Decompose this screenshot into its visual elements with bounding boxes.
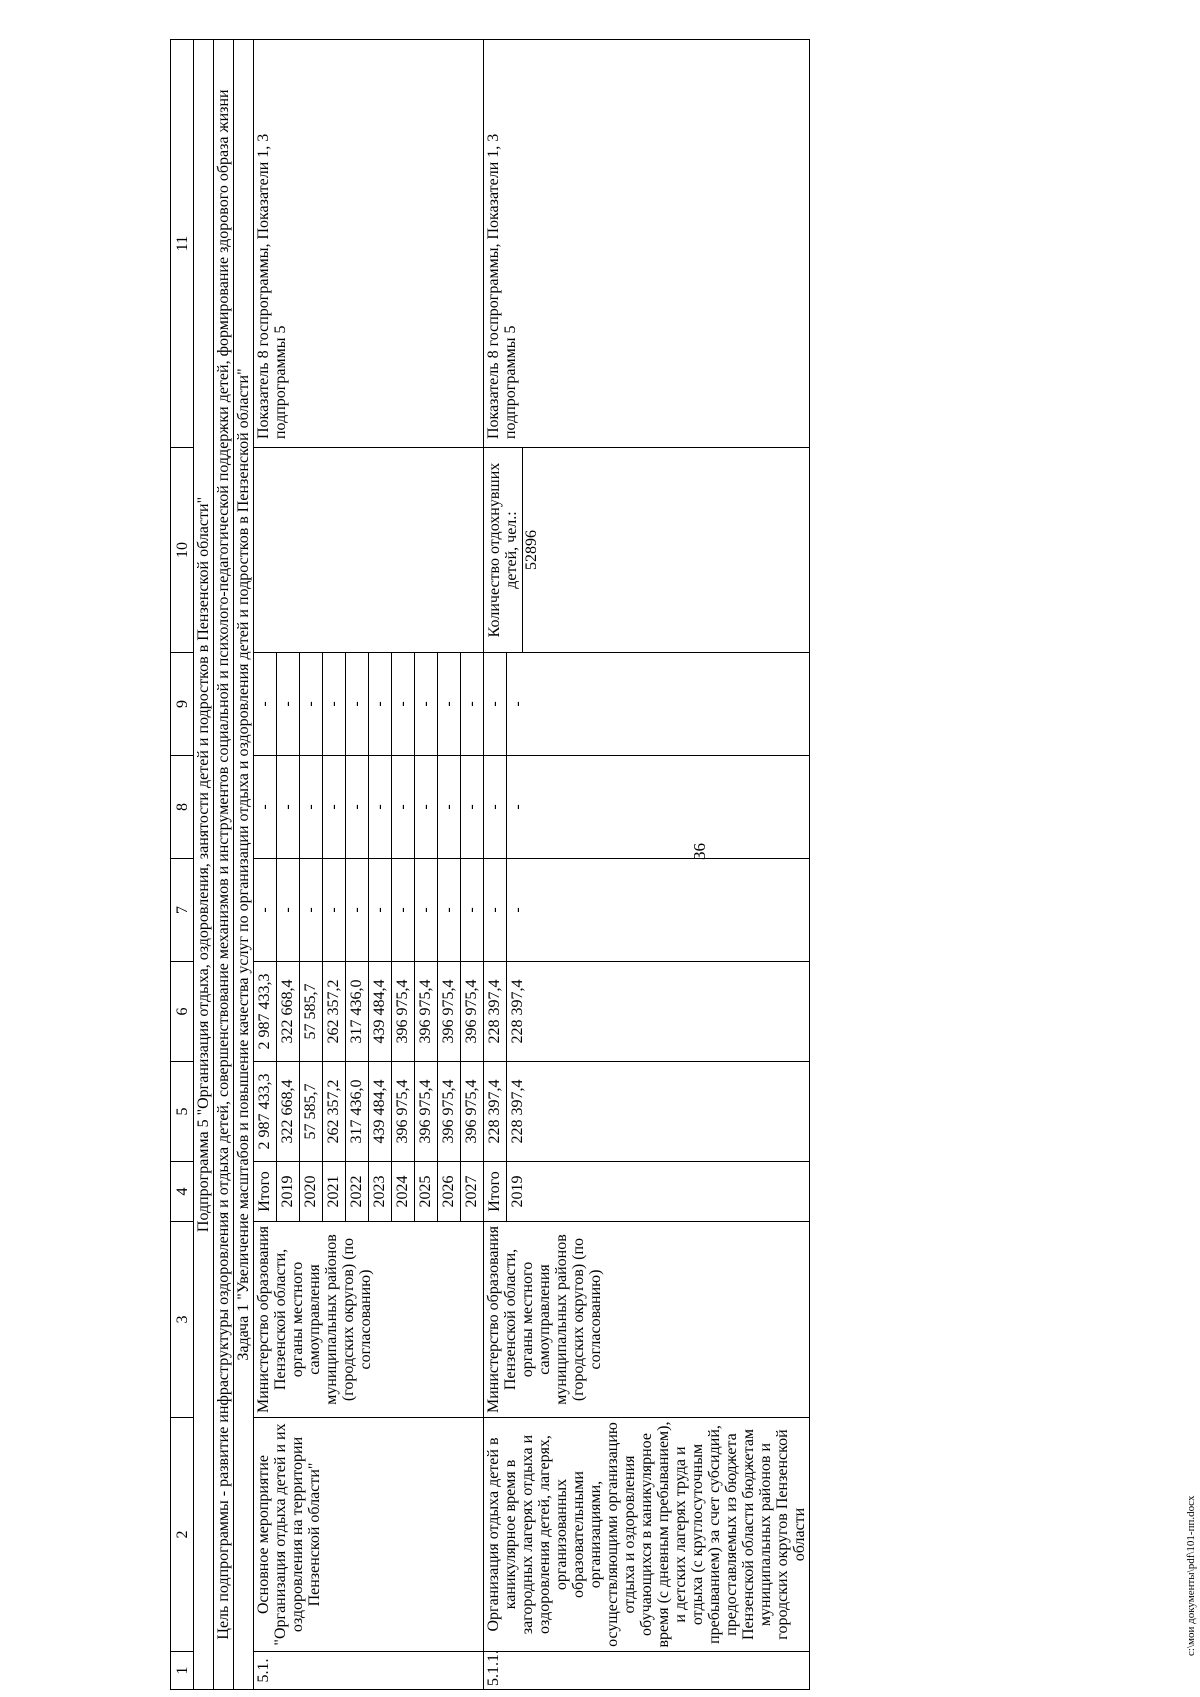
sub-row bbox=[461, 962, 484, 1061]
indicator-cell bbox=[254, 448, 484, 653]
year-list-cell: 2019 bbox=[509, 1175, 526, 1208]
col-header: 7 bbox=[171, 859, 194, 962]
col-header: 2 bbox=[171, 1418, 194, 1652]
sub-row bbox=[484, 1162, 507, 1221]
sub-row bbox=[277, 962, 300, 1061]
sub-row bbox=[461, 1162, 484, 1221]
sub-row bbox=[507, 962, 530, 1061]
regional-funding-list-cell: 228 397,4 bbox=[484, 962, 507, 1061]
measure-name: Основное мероприятие "Организация отдыха детей и их оздоровления на территории Пензенской области" bbox=[254, 1418, 484, 1652]
total-funding-list-cell: 262 357,2 bbox=[323, 1062, 346, 1161]
total-funding-list-cell: 317 436,0 bbox=[346, 1062, 369, 1161]
col9-list-cell bbox=[484, 653, 810, 756]
col7-list-cell: - bbox=[509, 907, 526, 913]
year-list-cell: Итого bbox=[254, 1162, 277, 1221]
total-funding-list-cell: 322 668,4 bbox=[277, 1062, 300, 1161]
col8-list-cell: - bbox=[300, 756, 323, 858]
sub-row bbox=[461, 1062, 484, 1161]
sub-row bbox=[254, 859, 277, 961]
indicator-name: Количество отдохнувших детей, чел.: bbox=[484, 448, 523, 652]
sub-row bbox=[300, 653, 323, 755]
total-funding-list-cell: 396 975,4 bbox=[392, 1062, 415, 1161]
file-path-footer: c:\мои документы\pdf\101-пп.docx bbox=[1185, 1495, 1197, 1656]
indicator-cell bbox=[484, 448, 810, 653]
col7-list-cell: - bbox=[438, 859, 461, 961]
col7-list-cell: - bbox=[463, 907, 480, 913]
col9-list-cell: - bbox=[369, 653, 392, 755]
col-header: 8 bbox=[171, 756, 194, 859]
sub-row bbox=[323, 1162, 346, 1221]
regional-funding-list-cell: 396 975,4 bbox=[415, 962, 438, 1061]
sub-row bbox=[415, 859, 438, 961]
measure-number: 5.1.1. bbox=[484, 1652, 810, 1690]
sub-row bbox=[507, 859, 530, 961]
year-list-cell: 2019 bbox=[277, 1162, 300, 1221]
sub-row bbox=[369, 962, 392, 1061]
year-list-cell: 2025 bbox=[415, 1162, 438, 1221]
sub-row bbox=[438, 756, 461, 858]
sub-row bbox=[323, 962, 346, 1061]
sub-row bbox=[438, 1162, 461, 1221]
col8-list bbox=[254, 756, 483, 858]
col7-list-cell bbox=[484, 859, 810, 962]
year-list-cell: 2023 bbox=[369, 1162, 392, 1221]
col9-list-cell: - bbox=[438, 653, 461, 755]
col9-list bbox=[484, 653, 529, 755]
sub-row bbox=[392, 1062, 415, 1161]
sub-row bbox=[484, 756, 507, 858]
task-row bbox=[234, 40, 254, 1690]
goal-row bbox=[214, 40, 234, 1690]
col7-list-cell: - bbox=[300, 859, 323, 961]
year-list-cell: 2027 bbox=[463, 1175, 480, 1208]
col9-list-cell: - bbox=[509, 701, 526, 707]
sub-row bbox=[392, 756, 415, 858]
col-header: 10 bbox=[171, 448, 194, 653]
sub-row bbox=[254, 962, 277, 1061]
total-funding-list-cell: 439 484,4 bbox=[369, 1062, 392, 1161]
sub-row bbox=[254, 756, 277, 858]
year-list-cell bbox=[254, 1162, 484, 1222]
col7-list-cell: - bbox=[484, 859, 507, 961]
col9-list-cell: - bbox=[392, 653, 415, 755]
col9-list bbox=[254, 653, 483, 755]
subprogram-row bbox=[194, 40, 214, 1690]
col8-list-cell bbox=[254, 756, 484, 859]
col7-list bbox=[484, 859, 529, 961]
col8-list-cell: - bbox=[392, 756, 415, 858]
measure-rows bbox=[254, 40, 810, 1690]
sub-row bbox=[254, 1062, 277, 1161]
col-header: 5 bbox=[171, 1062, 194, 1162]
sub-row bbox=[415, 1062, 438, 1161]
sub-row bbox=[415, 653, 438, 755]
col8-list bbox=[484, 756, 529, 858]
total-funding-list-cell bbox=[484, 1062, 810, 1162]
regional-funding-list-cell: 228 397,4 bbox=[509, 979, 526, 1044]
col9-list-cell: - bbox=[277, 653, 300, 755]
sub-row bbox=[346, 1162, 369, 1221]
col-header: 4 bbox=[171, 1162, 194, 1222]
sub-row bbox=[392, 962, 415, 1061]
sub-row bbox=[392, 653, 415, 755]
col7-list-cell: - bbox=[369, 859, 392, 961]
col7-list-cell bbox=[254, 859, 484, 962]
rotated-table-container bbox=[170, 40, 1125, 1690]
year-list bbox=[254, 1162, 483, 1221]
col7-list-cell: - bbox=[323, 859, 346, 961]
col9-list-cell bbox=[254, 653, 484, 756]
sub-row bbox=[415, 1162, 438, 1221]
sub-row bbox=[346, 653, 369, 755]
sub-row bbox=[461, 859, 484, 961]
regional-funding-list bbox=[254, 962, 483, 1061]
col8-list-cell: - bbox=[509, 804, 526, 810]
year-list bbox=[484, 1162, 529, 1221]
total-funding-list-cell: 396 975,4 bbox=[415, 1062, 438, 1161]
col9-list-cell: - bbox=[300, 653, 323, 755]
sub-row bbox=[438, 962, 461, 1061]
sub-row bbox=[369, 1062, 392, 1161]
sub-row bbox=[415, 962, 438, 1061]
sub-row bbox=[323, 756, 346, 858]
measure-number: 5.1. bbox=[254, 1652, 484, 1690]
year-list-cell: 2026 bbox=[438, 1162, 461, 1221]
sub-row bbox=[346, 859, 369, 961]
year-list-cell: 2024 bbox=[392, 1162, 415, 1221]
sub-row bbox=[300, 859, 323, 961]
col8-list-cell: - bbox=[323, 756, 346, 858]
col7-list-cell: - bbox=[254, 859, 277, 961]
sub-row bbox=[277, 1062, 300, 1161]
total-funding-list bbox=[254, 1062, 483, 1161]
sub-row bbox=[277, 756, 300, 858]
sub-row bbox=[323, 1062, 346, 1161]
col8-list-cell: - bbox=[254, 756, 277, 858]
regional-funding-list bbox=[484, 962, 529, 1061]
page-number: 36 bbox=[690, 843, 709, 860]
sub-row bbox=[300, 756, 323, 858]
col9-list-cell: - bbox=[484, 653, 507, 755]
task-title: Задача 1 "Увеличение масштабов и повышение качества услуг по организации отдыха и оздоровления детей и подростков в Пензенской области" bbox=[234, 40, 254, 1690]
col7-list-cell: - bbox=[415, 859, 438, 961]
sub-row bbox=[461, 653, 484, 755]
sub-row bbox=[369, 859, 392, 961]
col9-list-cell: - bbox=[323, 653, 346, 755]
sub-row bbox=[484, 859, 507, 961]
col9-list-cell: - bbox=[254, 653, 277, 755]
sub-row bbox=[507, 653, 530, 755]
table-row bbox=[254, 40, 484, 1690]
total-funding-list-cell bbox=[254, 1062, 484, 1162]
col7-list bbox=[254, 859, 483, 961]
measure-name: Организация отдыха детей в каникулярное время в загородных лагерях отдыха и оздоровления детей, лагерях, организованных образовательными организациями, осуществляющими организацию отдыха и оздоровления обучающихся в каникулярное время (с дневным пребыванием), и детских лагерях труда и отдыха (с круглосуточным пребыванием) за счет субсидий, предоставляемых из бюджета Пензенской области бюджетам муниципальных районов и городских округов Пензенской области bbox=[484, 1418, 810, 1652]
sub-row bbox=[277, 859, 300, 961]
col-header: 9 bbox=[171, 653, 194, 756]
indicator-link: Показатель 8 госпрограммы, Показатели 1, 3 подпрограммы 5 bbox=[484, 40, 810, 448]
subprogram-goal: Цель подпрограммы - развитие инфраструктуры оздоровления и отдыха детей, совершенствование механизмов и инструментов социальной и психолого-педагогической поддержки детей, формирование здорового образа жизни bbox=[214, 40, 234, 1690]
regional-funding-list-cell: 396 975,4 bbox=[438, 962, 461, 1061]
col8-list-cell: - bbox=[438, 756, 461, 858]
col9-list-cell: - bbox=[415, 653, 438, 755]
sub-row bbox=[438, 653, 461, 755]
col8-list-cell: - bbox=[484, 756, 507, 858]
col8-list-cell: - bbox=[415, 756, 438, 858]
sub-row bbox=[323, 859, 346, 961]
regional-funding-list-cell: 2 987 433,3 bbox=[254, 962, 277, 1061]
sub-row bbox=[484, 1062, 507, 1161]
sub-row bbox=[369, 756, 392, 858]
sub-row bbox=[438, 1062, 461, 1161]
total-funding-list-cell: 396 975,4 bbox=[463, 1079, 480, 1144]
col8-list-cell: - bbox=[369, 756, 392, 858]
sub-row bbox=[346, 962, 369, 1061]
regional-funding-list-cell: 396 975,4 bbox=[392, 962, 415, 1061]
sub-row bbox=[507, 1062, 530, 1161]
regional-funding-list-cell bbox=[254, 962, 484, 1062]
total-funding-list-cell: 228 397,4 bbox=[484, 1062, 507, 1161]
measure-executor: Министерство образования Пензенской области, органы местного самоуправления муниципальных районов (городских округов) (по согласованию) bbox=[484, 1222, 810, 1418]
total-funding-list-cell: 57 585,7 bbox=[300, 1062, 323, 1161]
sub-row bbox=[392, 1162, 415, 1221]
program-table bbox=[170, 39, 810, 1690]
total-funding-list-cell: 2 987 433,3 bbox=[254, 1062, 277, 1161]
col9-list-cell: - bbox=[346, 653, 369, 755]
sub-row bbox=[461, 756, 484, 858]
total-funding-list-cell: 396 975,4 bbox=[438, 1062, 461, 1161]
col7-list-cell: - bbox=[346, 859, 369, 961]
sub-row bbox=[277, 653, 300, 755]
regional-funding-list-cell: 262 357,2 bbox=[323, 962, 346, 1061]
sub-row bbox=[346, 1062, 369, 1161]
sub-row bbox=[300, 1062, 323, 1161]
col9-list-cell: - bbox=[463, 701, 480, 707]
subprogram-title: Подпрограмма 5 "Организация отдыха, оздоровления, занятости детей и подростков в Пензенской области" bbox=[194, 40, 214, 1690]
sub-row bbox=[484, 962, 507, 1061]
regional-funding-list-cell: 322 668,4 bbox=[277, 962, 300, 1061]
col-header: 6 bbox=[171, 962, 194, 1062]
sub-row bbox=[484, 653, 507, 755]
regional-funding-list-cell: 439 484,4 bbox=[369, 962, 392, 1061]
sub-row bbox=[300, 962, 323, 1061]
sub-row bbox=[369, 653, 392, 755]
col-header: 1 bbox=[171, 1652, 194, 1690]
sub-row bbox=[277, 1162, 300, 1221]
indicator-link: Показатель 8 госпрограммы, Показатели 1, 3 подпрограммы 5 bbox=[254, 40, 484, 448]
total-funding-list-cell: 228 397,4 bbox=[509, 1079, 526, 1144]
total-funding-list bbox=[484, 1062, 529, 1161]
column-number-row bbox=[171, 40, 194, 1690]
col8-list-cell: - bbox=[463, 804, 480, 810]
col-header: 3 bbox=[171, 1222, 194, 1418]
col7-list-cell: - bbox=[277, 859, 300, 961]
measure-executor: Министерство образования Пензенской области, органы местного самоуправления муниципальных районов (городских округов) (по согласованию) bbox=[254, 1222, 484, 1418]
sub-row bbox=[438, 859, 461, 961]
col7-list-cell: - bbox=[392, 859, 415, 961]
year-list-cell: Итого bbox=[484, 1162, 507, 1221]
year-list-cell: 2022 bbox=[346, 1162, 369, 1221]
sub-row bbox=[392, 859, 415, 961]
regional-funding-list-cell: 396 975,4 bbox=[463, 979, 480, 1044]
sub-row bbox=[254, 653, 277, 755]
sub-row bbox=[507, 756, 530, 858]
year-list-cell: 2021 bbox=[323, 1162, 346, 1221]
regional-funding-list-cell: 57 585,7 bbox=[300, 962, 323, 1061]
sub-row bbox=[254, 1162, 277, 1221]
sub-row bbox=[346, 756, 369, 858]
sub-row bbox=[300, 1162, 323, 1221]
sub-row bbox=[507, 1162, 530, 1221]
col8-list-cell: - bbox=[346, 756, 369, 858]
col8-list-cell: - bbox=[277, 756, 300, 858]
regional-funding-list-cell bbox=[484, 962, 810, 1062]
sub-row bbox=[323, 653, 346, 755]
sub-row bbox=[415, 756, 438, 858]
regional-funding-list-cell: 317 436,0 bbox=[346, 962, 369, 1061]
year-list-cell bbox=[484, 1162, 810, 1222]
table-row bbox=[484, 40, 810, 1690]
col8-list-cell bbox=[484, 756, 810, 859]
indicator-value: 52896 bbox=[523, 530, 540, 570]
year-list-cell: 2020 bbox=[300, 1162, 323, 1221]
col-header: 11 bbox=[171, 40, 194, 448]
sub-row bbox=[369, 1162, 392, 1221]
